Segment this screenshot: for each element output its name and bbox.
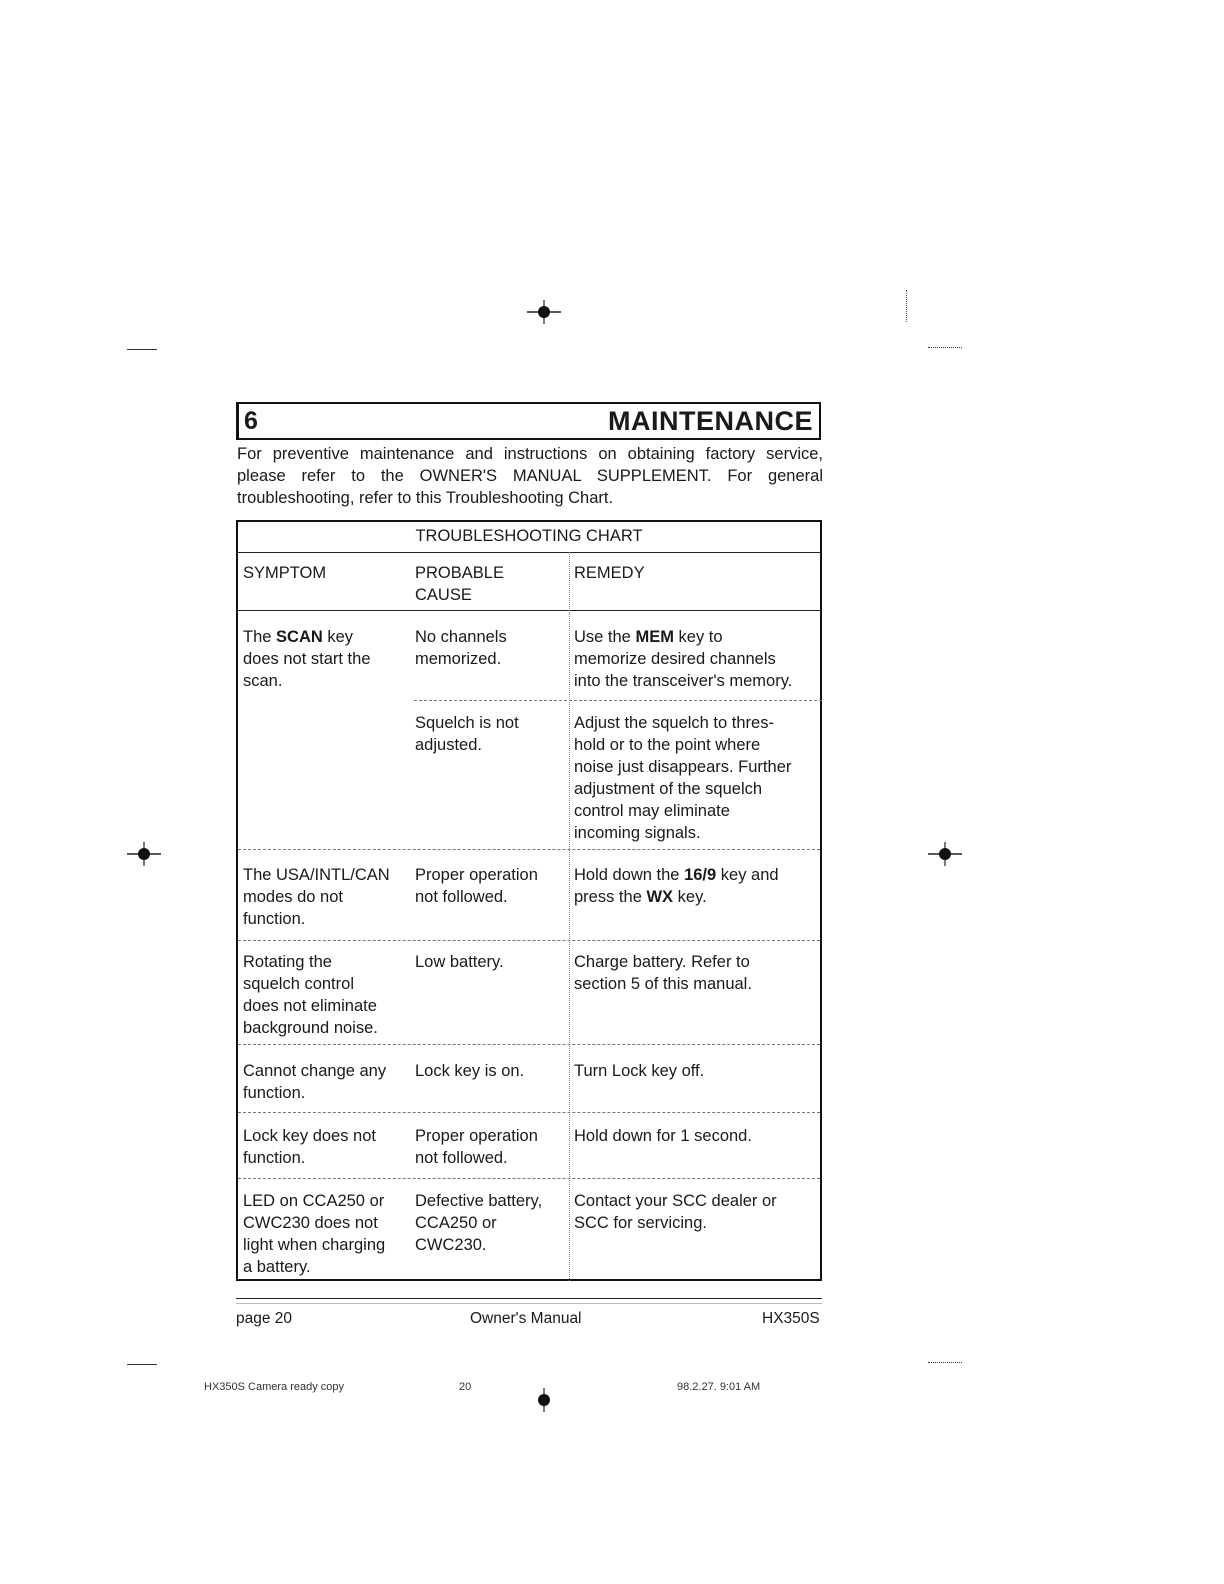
row-divider [238, 849, 820, 850]
intro-paragraph: For preventive maintenance and instructions on obtaining factory service, please refer to the OWNER'S MANUAL SUPPLEMENT. For general troubleshooting, refer to this Troubleshooting Chart. [237, 445, 823, 507]
table-row-symptom: The SCAN key does not start the scan. [243, 628, 371, 690]
footer-page-number: page 20 [236, 1310, 293, 1327]
table-row-cause: Low battery. [415, 953, 504, 971]
crop-mark [127, 1364, 157, 1365]
table-row-cause: Proper operation not followed. [415, 866, 538, 906]
slug-left: HX350S Camera ready copy [204, 1381, 345, 1393]
footer-model: HX350S [762, 1310, 820, 1327]
table-row-symptom: The USA/INTL/CAN modes do not function. [243, 866, 390, 928]
table-row-cause: Proper operation not followed. [415, 1127, 538, 1167]
table-rule [238, 552, 820, 553]
table-row-cause: Defective battery, CCA250 or CWC230. [415, 1192, 543, 1254]
registration-mark-icon [928, 841, 962, 867]
crop-mark [928, 347, 962, 348]
footer-rule [236, 1303, 822, 1304]
table-row-remedy: Contact your SCC dealer or SCC for servicing. [574, 1192, 777, 1232]
row-divider [238, 1112, 820, 1113]
crop-mark [127, 349, 157, 350]
slug-page: 20 [459, 1381, 472, 1393]
table-row-remedy: Turn Lock key off. [574, 1062, 705, 1080]
footer-title: Owner's Manual [470, 1310, 582, 1327]
header-cause: PROBABLE CAUSE [415, 564, 504, 604]
section-number: 6 [244, 406, 258, 435]
table-row-cause: No channels memorized. [415, 628, 507, 668]
table-row-symptom: Rotating the squelch control does not eliminate background noise. [243, 953, 378, 1037]
section-header [236, 402, 821, 440]
table-row-remedy: Hold down for 1 second. [574, 1127, 752, 1145]
crop-mark [928, 1362, 962, 1363]
table-row-symptom: Lock key does not function. [243, 1127, 376, 1167]
table-row-remedy: Hold down the 16/9 key and press the WX key. [574, 866, 779, 906]
table-row-remedy: Use the MEM key to memorize desired channels into the transceiver's memory. [574, 628, 793, 690]
row-divider [238, 1044, 820, 1045]
registration-mark-icon [127, 841, 161, 867]
table-row-cause: Lock key is on. [415, 1062, 525, 1080]
chart-title: TROUBLESHOOTING CHART [415, 527, 643, 545]
crop-mark [906, 290, 907, 322]
row-divider [238, 940, 820, 941]
table-row-symptom: LED on CCA250 or CWC230 does not light when charging a battery. [243, 1192, 386, 1276]
header-symptom: SYMPTOM [243, 564, 327, 582]
table-row-cause: Squelch is not adjusted. [415, 714, 519, 754]
table-rule [238, 610, 820, 611]
table-row-symptom: Cannot change any function. [243, 1062, 387, 1102]
section-title: MAINTENANCE [608, 405, 813, 436]
table-row-remedy: Adjust the squelch to thres- hold or to the point where noise just disappears. Further adjustment of the squelch control may eliminate incoming signals. [574, 714, 792, 842]
slug-timestamp: 98.2.27. 9:01 AM [677, 1381, 761, 1393]
registration-mark-icon [527, 1387, 561, 1413]
footer-rule [236, 1298, 822, 1299]
header-remedy: REMEDY [574, 564, 645, 582]
row-divider [238, 1178, 820, 1179]
troubleshooting-table [236, 520, 822, 1281]
registration-mark-icon [527, 299, 561, 325]
row-divider [414, 700, 822, 701]
table-row-remedy: Charge battery. Refer to section 5 of this manual. [574, 953, 752, 993]
